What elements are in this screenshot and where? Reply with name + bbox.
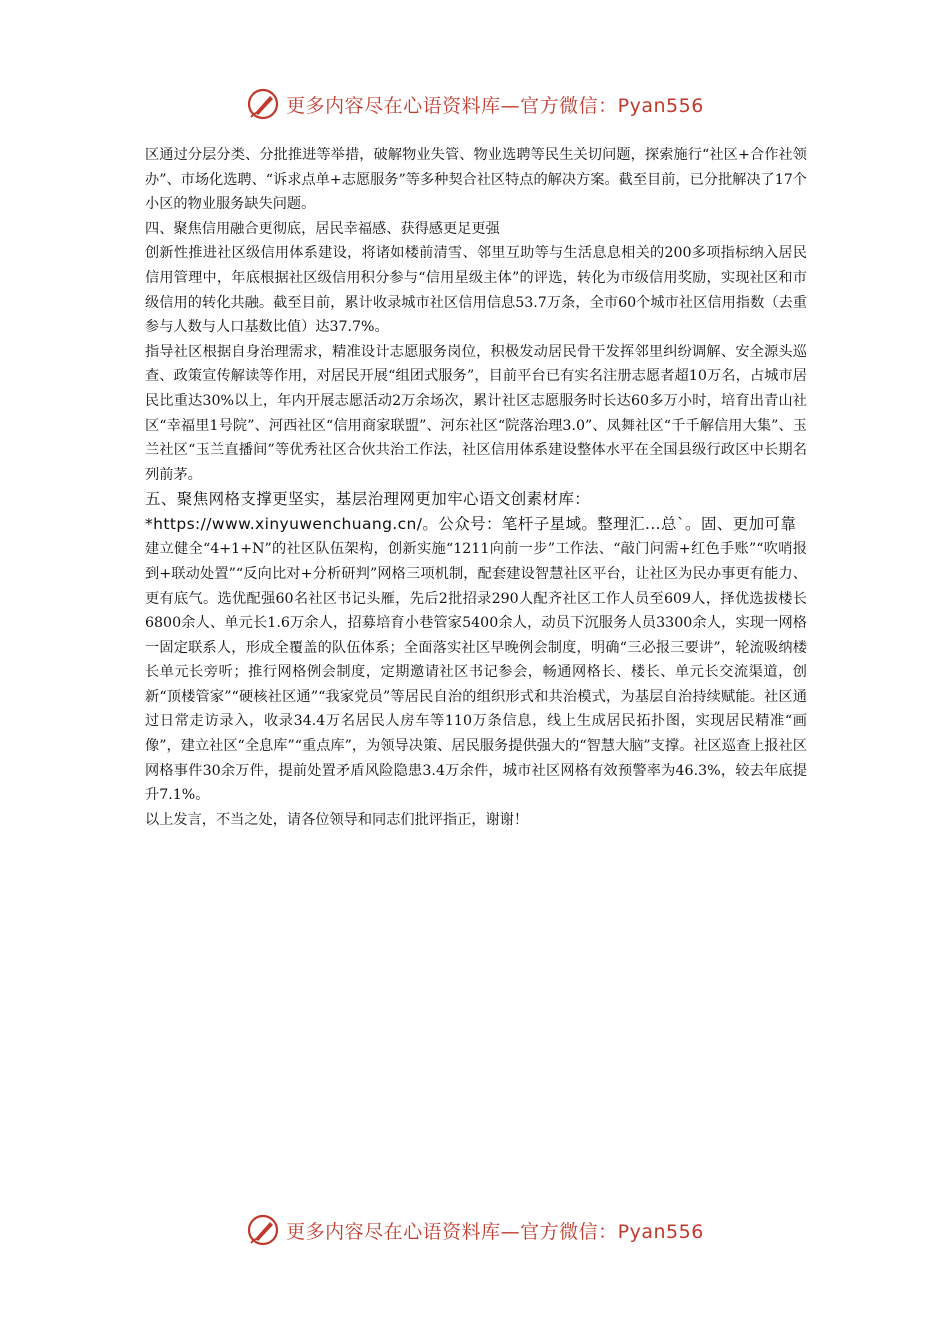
paragraph-property-services: 区通过分层分类、分批推进等举措，破解物业失管、物业选聘等民生关切问题，探索施行“社区+合作社领办”、市场化选聘、“诉求点单+志愿服务”等多种契合社区特点的解决方案。截至目前，已分批解决了17个小区的物业服务缺失问题。 (145, 147, 807, 213)
paragraph-volunteer-service: 指导社区根据自身治理需求，精准设计志愿服务岗位，积极发动居民骨干发挥邻里纠纷调解、安全源头巡查、政策宣传解读等作用，对居民开展“组团式服务”，目前平台已有实名注册志愿者超10万名，占城市居民比重达30%以上，年内开展志愿活动2万余场次，累计社区志愿服务时长达60多万小时，培育出青山社区“幸福里1号院”、河西社区“信用商家联盟”、河东社区“院落治理3.0”、凤舞社区“千千解信用大集”、玉兰社区“玉兰直播间”等优秀社区合伙共治工作法，社区信用体系建设整体水平在全国县级行政区中长期名列前茅。 (145, 343, 807, 483)
paragraph-grid-support: 建立健全“4+1+N”的社区队伍架构，创新实施“1211向前一步”工作法、“敲门问需+红色手账”“吹哨报到+联动处置”“反向比对+分析研判”网格三项机制，配套建设智慧社区平台，让社区为民办事更有能力、更有底气。选优配强60名社区书记头雁，先后2批招录290人配齐社区工作人员至609人，择优选拔楼长6800余人、单元长1.6万余人，招募培育小巷管家5400余人，动员下沉服务人员3300余人，实现一网格一固定联系人，形成全覆盖的队伍体系；全面落实社区早晚例会制度，明确“三必报三要讲”，轮流吸纳楼长单元长旁听；推行网格例会制度，定期邀请社区书记参会，畅通网格长、楼长、单元长交流渠道，创新“顶楼管家”“硬核社区通”“我家党员”等居民自治的组织形式和共治模式，为基层自治持续赋能。社区通过日常走访录入，收录34.4万名居民人房车等110万条信息，线上生成居民拓扑图，实现居民精准“画像”，建立社区“全息库”“重点库”，为领导决策、居民服务提供强大的“智慧大脑”支撑。社区巡查上报社区网格事件30余万件，提前处置矛盾风险隐患3.4万余件，城市社区网格有效预警率为46.3%，较去年底提升7.1%。 (145, 541, 807, 804)
header-banner (0, 84, 950, 124)
document-body (145, 143, 807, 832)
section-heading-5: 五、聚焦网格支撑更坚实，基层治理网更加牢心语文创素材库：*https://www.xinyuwenchuang.cn/。公众号：笔杆子星域。整理汇...总`。固、更加可靠 (145, 490, 797, 534)
pen-logo-icon (246, 1213, 280, 1247)
paragraph-credit-system: 创新性推进社区级信用体系建设，将诸如楼前清雪、邻里互助等与生活息息相关的200多项指标纳入居民信用管理中，年底根据社区级信用积分参与“信用星级主体”的评选，转化为市级信用奖励，实现社区和市级信用的转化共融。截至目前，累计收录城市社区信用信息53.7万条，全市60个城市社区信用指数（去重参与人数与人口基数比值）达37.7%。 (145, 245, 807, 336)
closing-remarks: 以上发言，不当之处，请各位领导和同志们批评指正，谢谢！ (145, 811, 529, 828)
footer-banner (0, 1210, 950, 1250)
section-heading-4: 四、聚焦信用融合更彻底，居民幸福感、获得感更足更强 (145, 220, 500, 237)
pen-logo-icon (246, 87, 280, 121)
banner-text: 更多内容尽在心语资料库—官方微信：Pyan556 (286, 1220, 704, 1243)
banner-text: 更多内容尽在心语资料库—官方微信：Pyan556 (286, 94, 704, 117)
